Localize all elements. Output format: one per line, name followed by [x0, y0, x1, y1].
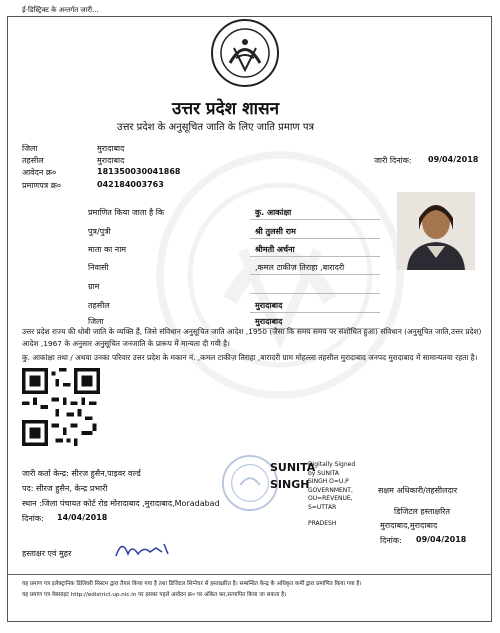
- meta-district-label: जिला: [22, 144, 38, 153]
- issue-date-value: 09/04/2018: [428, 155, 479, 164]
- meta-application-value: 181350030041868: [97, 167, 181, 176]
- certificate-subtitle: उत्तर प्रदेश के अनुसूचित जाति के लिए जाति प्रमाण पत्र: [117, 122, 315, 133]
- issuer-post: पद: सीरज हुसैन, केन्द्र प्रभारी: [22, 484, 108, 493]
- applicant-photo: [397, 192, 475, 270]
- resident-value: ,कमल टाकीज़ तिराहा ,बारादरी: [255, 263, 345, 272]
- details-district-label: जिला: [88, 317, 104, 326]
- authority-sign-label: डिजिटल हस्ताक्षरित: [394, 507, 450, 516]
- issuer-signature: [112, 536, 172, 562]
- village-label: ग्राम: [88, 282, 100, 291]
- issuer-date-label: दिनांक:: [22, 514, 44, 523]
- issuer-date-value: 14/04/2018: [57, 513, 108, 522]
- caste-statement: उत्तर प्रदेश राज्य की धोबी जाति के व्यक्ति हैं, जिसे संविधान अनुसूचित जाति आदेश ,1950 (जैसा कि समय समय पर संशोधित हुआ) संविधान (अनुसूचित जाति,उत्तर प्रदेश) आदेश ,1967 के अनुसार अनुसूचित जनजाति के प्रारूप में मान्यता दी गयी है।: [22, 327, 482, 348]
- mother-label: माता का नाम: [88, 245, 127, 254]
- top-note: ई-डिस्ट्रिक्ट के अन्तर्गत जारी...: [22, 6, 99, 14]
- digital-signature-state: PRADESH: [308, 520, 337, 527]
- meta-tehsil-value: मुरादाबाद: [97, 156, 125, 165]
- up-government-emblem: [210, 18, 280, 88]
- father-name: श्री तुलसी राम: [255, 227, 296, 236]
- issue-date-label: जारी दिनांक:: [374, 156, 412, 165]
- details-tehsil-label: तहसील: [88, 301, 110, 310]
- digital-signer-name-line2: SINGH: [270, 478, 310, 491]
- authority-date-label: दिनांक:: [380, 536, 402, 545]
- details-district-value: मुरादाबाद: [255, 317, 283, 326]
- certify-label: प्रमाणित किया जाता है कि: [88, 208, 165, 217]
- issuer-center: जारी कर्ता केन्द्र: सीरज हुसैन,पाइवर वर्ल्ड: [22, 469, 141, 478]
- footer-line-1: यह प्रमाण पत्र इलेक्ट्रानिक डिलिवरी सिस्टम द्वारा तैयार किया गया है तथा डिजिटल सिग्नेचर से हस्ताक्षरित है। सम्बन्धित केन्द्र के अधिकृत कर्मी द्वारा प्रमाणित किया गया है।: [22, 581, 362, 587]
- meta-certificate-label: प्रमाणपत्र क्र०: [22, 181, 61, 190]
- applicant-name: कु. आकांक्षा: [255, 208, 292, 217]
- meta-certificate-value: 042184003763: [97, 180, 164, 189]
- authority-title: सक्षम अधिकारी/तहसीलदार: [378, 486, 458, 495]
- issuer-place: स्थान :जिला पंचायत कोर्ट रोड मोरादाबाद ,मुरादाबाद,Moradabad: [22, 499, 220, 508]
- meta-district-value: मुरादाबाद: [97, 144, 125, 153]
- relation-label: पुत्र/पुत्री: [88, 227, 111, 236]
- meta-application-label: आवेदन क्र०: [22, 168, 57, 177]
- digital-signer-name-line1: SUNITA: [270, 461, 316, 474]
- details-tehsil-value: मुरादाबाद: [255, 301, 283, 310]
- resident-label: निवासी: [88, 263, 109, 272]
- qr-code: [22, 368, 100, 446]
- authority-place: मुरादाबाद,मुरादाबाद: [380, 521, 438, 530]
- footer-line-2: यह प्रमाण पत्र वेबसाइट http://edistrict.up.nic.in पर इसका पहले आवेदन क्र० पर अंकित कर,सत्यापित किया जा सकता है।: [22, 592, 287, 598]
- meta-tehsil-label: तहसील: [22, 156, 44, 165]
- issuer-signature-label: हस्ताक्षर एवं मुहर: [22, 549, 72, 558]
- page-title: उत्तर प्रदेश शासन: [172, 99, 280, 119]
- residence-statement: कु. आकांक्षा तथा / अथवा उनका परिवार उत्तर प्रदेश के मकान नं. ,कमल टाकीज़ तिराहा ,बारादरी ग्राम मोहल्ला तहसील मुरादाबाद जनपद मुरादाबाद में सामान्यतया रहता है।: [22, 353, 478, 362]
- authority-date-value: 09/04/2018: [416, 535, 467, 544]
- digital-signature-details: Digitally Signed by SUNITA SINGH O=U.P GOVERNMENT, OU=REVENUE, S=UTTAR: [308, 461, 356, 511]
- mother-name: श्रीमती अर्चना: [255, 245, 295, 254]
